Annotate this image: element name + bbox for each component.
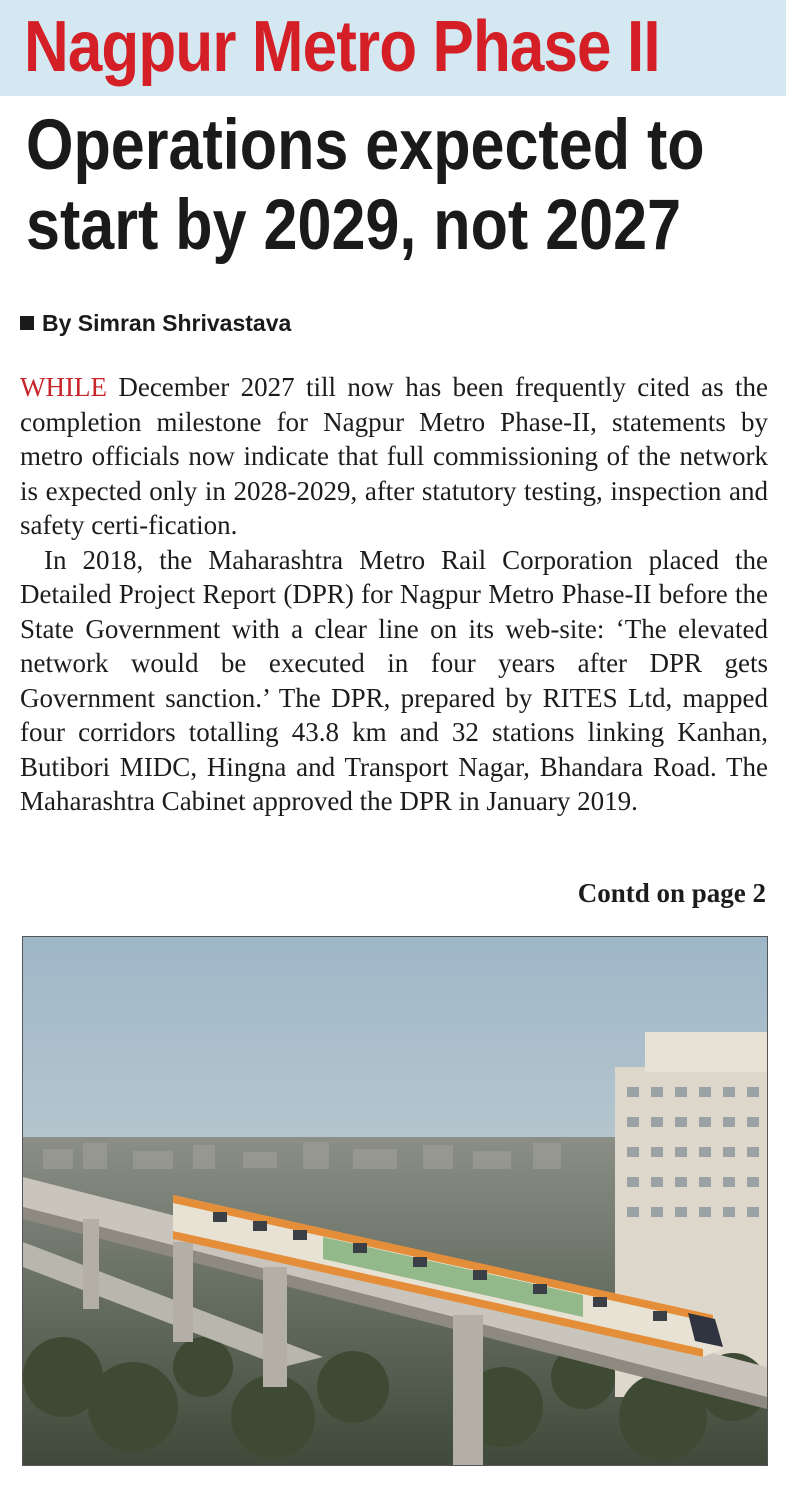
lead-word: WHILE xyxy=(20,372,107,402)
byline xyxy=(20,308,291,338)
kicker-banner xyxy=(0,0,786,96)
headline-line-1: Operations expected to xyxy=(26,106,705,185)
paragraph-2: In 2018, the Maharashtra Metro Rail Corporation placed the Detailed Project Report (DPR) for Nagpur Metro Phase-II before the State Government with a clear line on its web-site: ‘The elevated network would be executed in four years after DPR gets Government sanction.’ The DPR, prepared by RITES Ltd, mapped four corridors totalling 43.8 km and 32 stations linking Kanhan, Butibori MIDC, Hingna and Transport Nagar, Bhandara Road. The Maharashtra Cabinet approved the DPR in January 2019. xyxy=(20,544,768,816)
byline-author: By Simran Shrivastava xyxy=(42,310,292,336)
metro-train-illustration xyxy=(23,937,767,1465)
continuation-note: Contd on page 2 xyxy=(577,878,766,908)
kicker-title: Nagpur Metro Phase II xyxy=(24,7,660,87)
metro-train-photo xyxy=(22,936,768,1466)
headline xyxy=(26,106,731,266)
headline-line-2: start by 2029, not 2027 xyxy=(26,186,682,265)
article-body xyxy=(20,370,768,819)
byline-bullet-icon xyxy=(20,316,34,330)
paragraph-1-text: December 2027 till now has been frequently cited as the completion milestone for Nagpur Metro Phase-II, statements by metro officials now indicate that full commissioning of the network is expected only in 2028-2029, after statutory testing, inspection and safety certi-fication. xyxy=(20,372,768,540)
paragraph-1 xyxy=(20,370,768,543)
